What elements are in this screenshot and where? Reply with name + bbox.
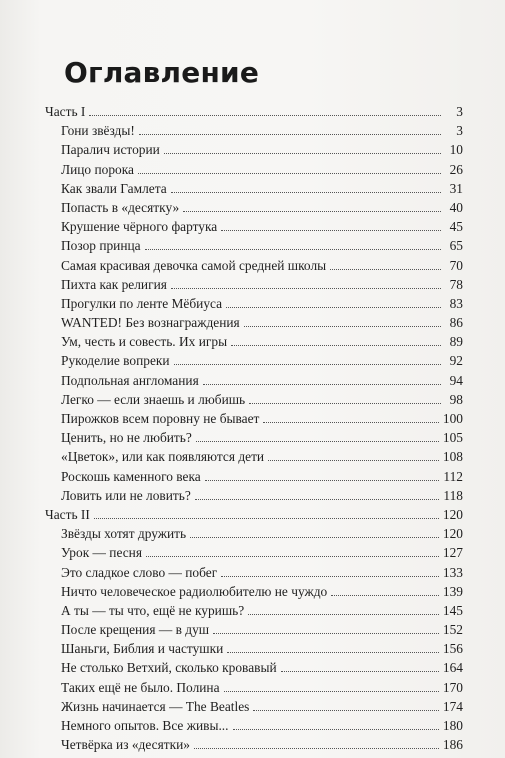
dot-leader (171, 288, 441, 289)
toc-entry-page: 86 (449, 315, 463, 331)
dot-leader (233, 729, 439, 730)
dot-leader (94, 518, 439, 519)
toc-entry-page: 3 (456, 104, 463, 119)
toc-entry-title: Не столько Ветхий, сколько кровавый (61, 660, 277, 676)
toc-entry-title: Лицо порока (61, 161, 134, 177)
toc-entry-title: Ничто человеческое радиолюбителю не чуждо (61, 583, 328, 599)
toc-entry (45, 658, 463, 677)
toc-entry-title: Роскошь каменного века (61, 468, 201, 484)
toc-entry (45, 735, 463, 754)
toc-entry-title: Позор принца (61, 238, 141, 254)
toc-entry-title: Подпольная англомания (61, 372, 199, 388)
dot-leader (89, 115, 441, 116)
dot-leader (164, 153, 441, 154)
toc-entry (45, 428, 463, 447)
toc-entry-title: Таких ещё не было. Полина (61, 679, 220, 695)
dot-leader (227, 652, 439, 653)
toc-entry (45, 601, 463, 620)
toc-entry (45, 716, 463, 735)
toc-entry-page: 139 (442, 583, 463, 599)
toc-entry (45, 179, 463, 198)
toc-entry-title: Пирожков всем поровну не бывает (61, 411, 260, 426)
dot-leader (171, 192, 441, 193)
toc-entry-page: 70 (449, 257, 463, 273)
toc-entry-title: А ты — ты что, ещё не куришь? (61, 602, 245, 618)
toc-entry-title: Прогулки по ленте Мёбиуса (61, 295, 223, 311)
toc-entry-title: Гони звёзды! (61, 123, 135, 139)
toc-entry-page: 100 (442, 411, 463, 426)
toc-entry-page: 108 (442, 449, 463, 465)
toc-entry-page: 45 (449, 219, 463, 235)
toc-entry-page: 120 (442, 506, 463, 522)
dot-leader (268, 460, 439, 461)
dot-leader (263, 422, 439, 423)
dot-leader (226, 307, 441, 308)
toc-entry-title: Легко — если знаешь и любишь (61, 391, 246, 407)
toc-entry-title: Паралич истории (61, 142, 160, 158)
toc-entry-page: 127 (442, 545, 463, 561)
toc-part-heading (45, 505, 463, 524)
toc-entry-page: 92 (449, 353, 463, 369)
toc-entry (45, 256, 463, 275)
toc-entry-page: 31 (449, 180, 463, 196)
toc-entry (45, 639, 463, 658)
toc-entry (45, 582, 463, 601)
dot-leader (183, 211, 441, 212)
toc-entry-page: 3 (456, 123, 463, 139)
page-title: Оглавление (64, 56, 260, 89)
dot-leader (138, 173, 441, 174)
toc-entry-title: Шаньги, Библия и частушки (61, 641, 224, 657)
toc-entry (45, 121, 463, 140)
dot-leader (174, 364, 441, 365)
toc-entry (45, 543, 463, 562)
toc-entry-title: Часть I (45, 104, 86, 119)
dot-leader (221, 230, 441, 231)
dot-leader (196, 441, 439, 442)
toc-entry-title: Жизнь начинается — The Beatles (61, 698, 250, 714)
toc-entry-page: 89 (449, 334, 463, 350)
toc-entry-title: Ум, честь и совесть. Их игры (61, 334, 228, 350)
toc-entry-title: Ценить, но не любить? (61, 430, 192, 446)
toc-entry-title: Крушение чёрного фартука (61, 219, 218, 235)
dot-leader (281, 671, 439, 672)
toc-entry-title: Звёзды хотят дружить (61, 526, 187, 542)
dot-leader (253, 710, 439, 711)
toc-entry (45, 236, 463, 255)
toc-entry (45, 313, 463, 332)
toc-entry-title: Часть II (45, 506, 90, 522)
toc-entry (45, 390, 463, 409)
toc-entry (45, 447, 463, 466)
toc-entry-title: После крещения — в душ (61, 622, 210, 638)
toc-entry-page: 145 (442, 602, 463, 618)
toc-part-heading (45, 102, 463, 121)
table-of-contents (45, 102, 463, 754)
toc-entry-page: 152 (442, 622, 463, 638)
dot-leader (221, 576, 439, 577)
toc-entry-page: 180 (442, 718, 463, 733)
toc-entry-page: 40 (449, 199, 463, 215)
toc-entry-title: «Цветок», или как появляются дети (61, 449, 265, 465)
toc-entry (45, 697, 463, 716)
toc-entry (45, 351, 463, 370)
toc-entry-title: Самая красивая девочка самой средней школы (61, 257, 327, 273)
toc-entry (45, 160, 463, 179)
toc-entry-page: 98 (449, 391, 463, 407)
dot-leader (190, 537, 439, 538)
toc-entry (45, 332, 463, 351)
toc-entry-title: Пихта как религия (61, 276, 167, 292)
dot-leader (205, 480, 440, 481)
dot-leader (248, 614, 439, 615)
dot-leader (203, 384, 441, 385)
toc-entry (45, 371, 463, 390)
dot-leader (194, 748, 439, 749)
toc-entry-page: 94 (449, 372, 463, 388)
toc-entry-page: 105 (442, 430, 463, 446)
toc-entry (45, 275, 463, 294)
toc-entry-page: 112 (443, 468, 463, 484)
toc-entry-page: 133 (442, 564, 463, 580)
dot-leader (224, 691, 439, 692)
toc-entry (45, 524, 463, 543)
dot-leader (330, 269, 441, 270)
toc-entry (45, 217, 463, 236)
toc-entry-title: Как звали Гамлета (61, 180, 167, 196)
dot-leader (244, 326, 441, 327)
toc-entry-page: 10 (449, 142, 463, 158)
toc-entry-page: 186 (442, 737, 463, 753)
toc-entry-page: 174 (442, 698, 463, 714)
toc-entry-page: 83 (449, 295, 463, 311)
toc-entry-page: 26 (449, 161, 463, 177)
toc-entry-page: 164 (442, 660, 463, 676)
toc-entry (45, 294, 463, 313)
toc-entry (45, 409, 463, 428)
toc-entry-page: 170 (442, 679, 463, 695)
toc-entry-title: Попасть в «десятку» (61, 199, 180, 215)
toc-entry-title: Немного опытов. Все живы... (61, 718, 229, 733)
toc-entry (45, 563, 463, 582)
toc-entry-page: 120 (442, 526, 463, 542)
toc-entry (45, 678, 463, 697)
dot-leader (146, 556, 439, 557)
toc-entry (45, 486, 463, 505)
toc-entry-page: 65 (449, 238, 463, 254)
toc-entry-title: Рукоделие вопреки (61, 353, 170, 369)
dot-leader (249, 403, 441, 404)
dot-leader (195, 499, 440, 500)
dot-leader (145, 249, 441, 250)
dot-leader (213, 633, 439, 634)
dot-leader (331, 595, 439, 596)
toc-entry-page: 78 (449, 276, 463, 292)
toc-entry-title: Урок — песня (61, 545, 142, 561)
toc-entry-title: Ловить или не ловить? (61, 487, 191, 503)
toc-entry-page: 118 (443, 487, 463, 503)
toc-entry-title: Четвёрка из «десятки» (61, 737, 190, 753)
toc-entry-title: WANTED! Без вознаграждения (61, 315, 240, 331)
dot-leader (231, 345, 441, 346)
dot-leader (139, 134, 441, 135)
toc-entry (45, 140, 463, 159)
toc-entry-page: 156 (442, 641, 463, 657)
toc-entry (45, 620, 463, 639)
toc-entry (45, 198, 463, 217)
toc-entry-title: Это сладкое слово — побег (61, 564, 218, 580)
toc-entry (45, 467, 463, 486)
